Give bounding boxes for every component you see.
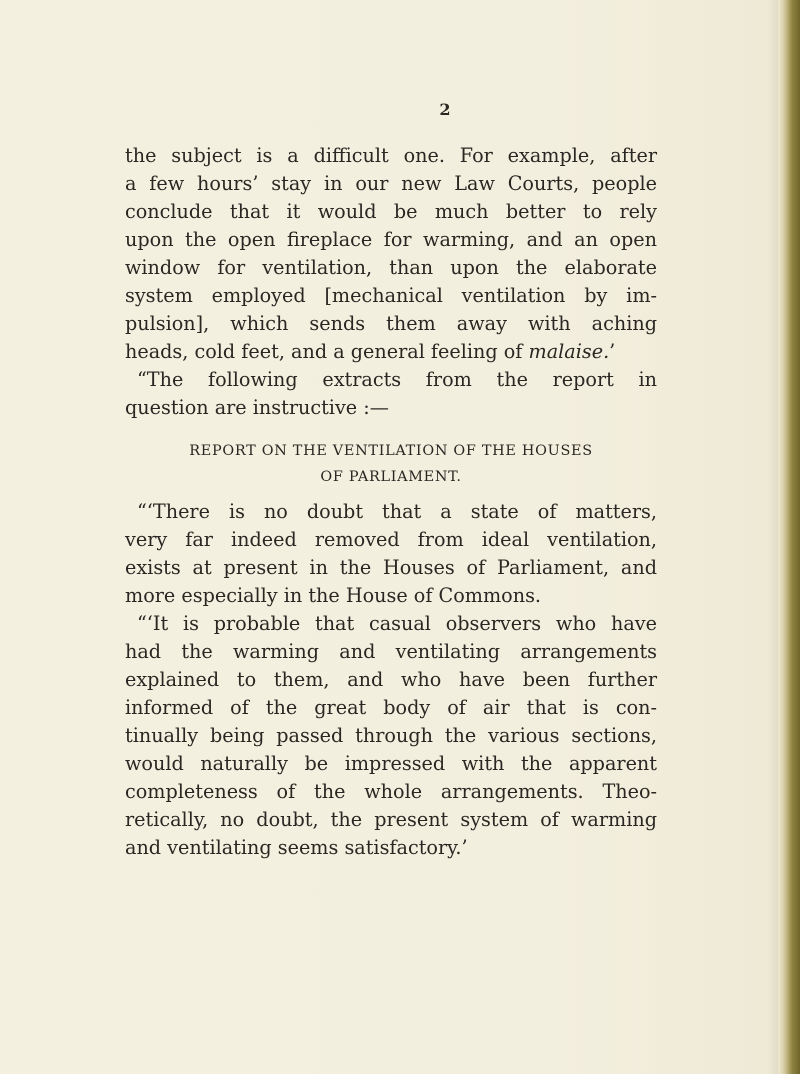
text-line: system employed [mechanical ventilation by im- bbox=[125, 284, 657, 307]
page-number: 2 bbox=[439, 100, 451, 119]
text-line: pulsion], which sends them away with aching bbox=[125, 312, 657, 335]
paragraph-1 bbox=[125, 142, 657, 366]
text-line: more especially in the House of Commons. bbox=[125, 584, 542, 607]
heading-line: OF PARLIAMENT. bbox=[320, 469, 462, 485]
text-line: very far indeed removed from ideal ventilation, bbox=[125, 528, 657, 551]
page-edge-shadow bbox=[768, 0, 778, 1074]
text-line: “‘It is probable that casual observers who have bbox=[137, 612, 657, 635]
text-line: exists at present in the Houses of Parliament, and bbox=[125, 556, 657, 579]
text-line: explained to them, and who have been further bbox=[125, 668, 657, 691]
text-line: window for ventilation, than upon the elaborate bbox=[125, 256, 657, 279]
text-line bbox=[125, 338, 657, 366]
spacer bbox=[125, 490, 657, 498]
text-line: informed of the great body of air that is con- bbox=[125, 696, 657, 719]
text-line: retically, no doubt, the present system of warming bbox=[125, 808, 657, 831]
heading-line: REPORT ON THE VENTILATION OF THE HOUSES bbox=[189, 443, 593, 459]
paragraph-2 bbox=[125, 366, 657, 422]
spacer bbox=[125, 422, 657, 438]
text-line: a few hours’ stay in our new Law Courts, people bbox=[125, 172, 657, 195]
page-edge bbox=[778, 0, 800, 1074]
text-line: completeness of the whole arrangements. Theo- bbox=[125, 780, 657, 803]
text-line: would naturally be impressed with the apparent bbox=[125, 752, 657, 775]
closing-quote: ’ bbox=[609, 340, 616, 363]
text-line: the subject is a difficult one. For example, after bbox=[125, 144, 657, 167]
text-line: upon the open fireplace for warming, and an open bbox=[125, 228, 657, 251]
paragraph-4 bbox=[125, 610, 657, 862]
text-line: had the warming and ventilating arrangements bbox=[125, 640, 657, 663]
text-fragment: heads, cold feet, and a general feeling of bbox=[125, 340, 529, 363]
body-text bbox=[125, 142, 657, 862]
paragraph-3 bbox=[125, 498, 657, 610]
italic-word: malaise. bbox=[528, 340, 610, 363]
text-line: and ventilating seems satisfactory.’ bbox=[125, 836, 468, 859]
report-heading bbox=[125, 438, 657, 490]
text-line: “‘There is no doubt that a state of matters, bbox=[137, 500, 657, 523]
text-line: “The following extracts from the report in bbox=[137, 368, 657, 391]
text-line: conclude that it would be much better to rely bbox=[125, 200, 657, 223]
text-line: tinually being passed through the various sections, bbox=[125, 724, 657, 747]
text-line: question are instructive :— bbox=[125, 396, 389, 419]
